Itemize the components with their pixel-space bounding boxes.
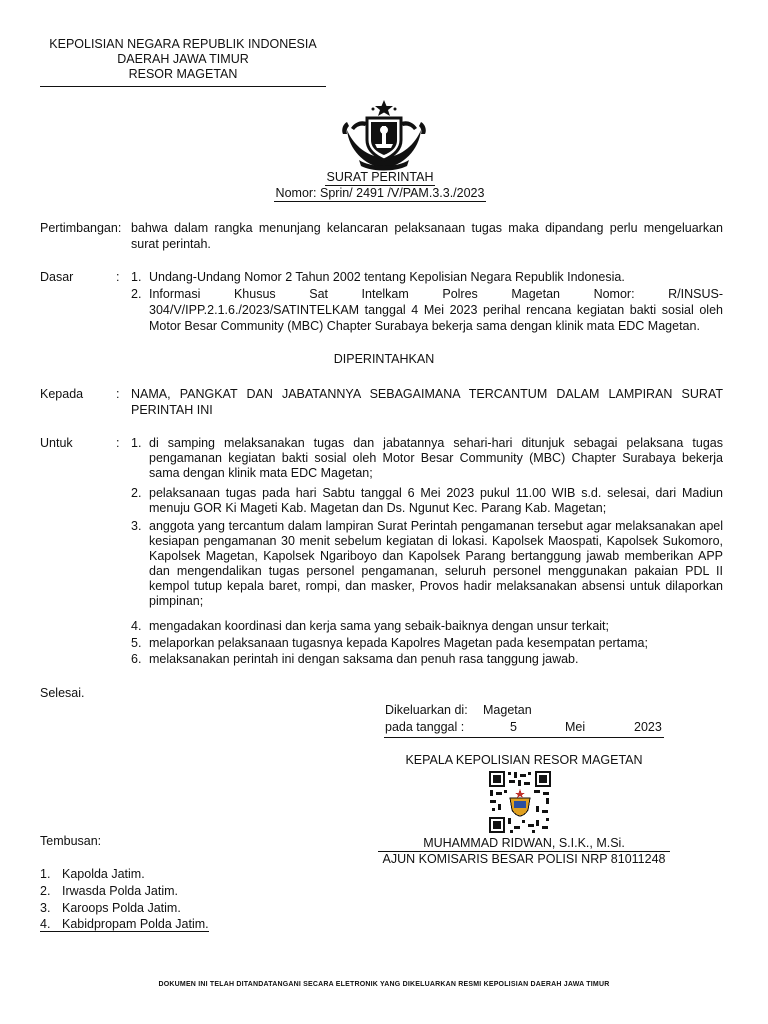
kepada-line-1: NAMA, PANGKAT DAN JABATANNYA SEBAGAIMANA TERCANTUM DALAM LAMPIRAN SURAT — [131, 387, 723, 401]
untuk-item-1-num: 1. — [131, 436, 142, 450]
issued-date-label: pada tanggal : — [385, 720, 465, 734]
dasar-item-2-line-1: Informasi Khusus Sat Intelkam Polres Magetan Nomor: R/INSUS- — [149, 287, 723, 301]
tembusan-item-4-text: Kabidpropam Polda Jatim. — [62, 917, 209, 931]
electronic-signature-footer: DOKUMEN INI TELAH DITANDATANGANI SECARA ELETRONIK YANG DIKELUARKAN RESMI KEPOLISIAN DAERAH JAWA TIMUR — [158, 981, 610, 988]
tembusan-label: Tembusan: — [40, 834, 102, 848]
tembusan-item-2 — [40, 883, 240, 900]
tembusan-item-4 — [40, 916, 240, 933]
untuk-item-5 — [131, 636, 723, 651]
issued-year: 2023 — [634, 720, 662, 734]
signatory-rank: AJUN KOMISARIS BESAR POLISI NRP 81011248 — [382, 852, 666, 866]
tembusan-item-4-num: 4. — [40, 917, 51, 931]
untuk-item-2-num: 2. — [131, 486, 142, 500]
signatory-name: MUHAMMAD RIDWAN, S.I.K., M.Si. — [423, 836, 625, 850]
issued-divider — [384, 737, 664, 738]
issued-month: Mei — [565, 720, 586, 734]
untuk-label: Untuk — [40, 436, 73, 450]
tembusan-item-3 — [40, 900, 240, 917]
signatory-office: KEPALA KEPOLISIAN RESOR MAGETAN — [405, 753, 643, 767]
kepada-label: Kepada — [40, 387, 84, 401]
pertimbangan-text-line-2: surat perintah. — [131, 237, 211, 251]
untuk-item-5-num: 5. — [131, 636, 142, 650]
tembusan-item-1-text: Kapolda Jatim. — [62, 867, 145, 881]
police-emblem-icon — [337, 100, 431, 172]
untuk-item-6-text: melaksanakan perintah ini dengan saksama dan penuh rasa tanggung jawab. — [149, 652, 579, 666]
document-number: Nomor: Sprin/ 2491 /V/PAM.3.3./2023 — [275, 186, 485, 200]
tembusan-item-2-text: Irwasda Polda Jatim. — [62, 884, 179, 898]
diperintahkan-heading: DIPERINTAHKAN — [333, 352, 435, 366]
untuk-colon: : — [116, 436, 120, 450]
document-title: SURAT PERINTAH — [326, 170, 434, 184]
tembusan-item-2-num: 2. — [40, 884, 51, 898]
tembusan-item-1-num: 1. — [40, 867, 51, 881]
selesai-text: Selesai. — [40, 686, 85, 700]
pertimbangan-label: Pertimbangan: — [40, 221, 122, 235]
untuk-item-3-text: anggota yang tercantum dalam lampiran Surat Perintah pengamanan tersebut agar melaksanakan apel kesiapan pengamanan 30 menit sebelum kegiatan di lokasi. Kapolsek Maospati, Kapolsek Sukomoro, Kapolsek Magetan, Kapolsek Ngariboyo dan Kapolsek Parang bertanggung jawab memberikan APP dan mengendalikan tugas personel pengamanan, seluruh personel menggunakan pakaian PDL II kempol tutup kepala baret, rompi, dan masker, Provos hadir melaksanakan absensi untuk dilaporkan pimpinan; — [149, 519, 723, 608]
dasar-item-1-num: 1. — [131, 270, 142, 284]
issued-at-value: Magetan — [483, 703, 532, 717]
letterhead-line-1: KEPOLISIAN NEGARA REPUBLIK INDONESIA — [49, 37, 317, 51]
untuk-item-5-text: melaporkan pelaksanaan tugasnya kepada Kapolres Magetan pada kesempatan pertama; — [149, 636, 648, 650]
untuk-item-6 — [131, 652, 723, 667]
untuk-item-3 — [131, 519, 723, 609]
letterhead — [40, 37, 326, 82]
qr-code-icon — [488, 770, 552, 834]
issued-at-label: Dikeluarkan di: — [385, 703, 468, 717]
tembusan-item-3-num: 3. — [40, 901, 51, 915]
untuk-item-1-text: di samping melaksanakan tugas dan jabatannya sehari-hari ditunjuk sebagai pelaksana tugas pengamanan kegiatan bakti sosial oleh Motor Besar Community (MBC) Chapter Surabaya bekerja sama dengan klinik mata EDC Magetan; — [149, 436, 723, 480]
tembusan-item-1 — [40, 866, 240, 883]
dasar-item-2-line-2: 304/V/IPP.2.1.6./2023/SATINTELKAM tanggal 4 Mei 2023 perihal rencana kegiatan bakti sosial oleh — [149, 303, 723, 317]
untuk-item-2-text: pelaksanaan tugas pada hari Sabtu tanggal 6 Mei 2023 pukul 11.00 WIB s.d. selesai, dari Madiun menuju GOR Ki Mageti Kab. Magetan dan Ds. Ngunut Kec. Parang Kab. Magetan; — [149, 486, 723, 515]
issued-day: 5 — [510, 720, 517, 734]
pertimbangan-text-line-1: bahwa dalam rangka menunjang kelancaran pelaksanaan tugas maka dipandang perlu mengeluarkan — [131, 221, 723, 235]
untuk-item-4-text: mengadakan koordinasi dan kerja sama yang sebaik-baiknya dengan unsur terkait; — [149, 619, 610, 633]
dasar-colon: : — [116, 270, 120, 284]
untuk-item-4 — [131, 619, 723, 634]
untuk-item-6-num: 6. — [131, 652, 142, 666]
dasar-item-1-text: Undang-Undang Nomor 2 Tahun 2002 tentang Kepolisian Negara Republik Indonesia. — [149, 270, 625, 284]
document-title-block — [230, 170, 530, 202]
untuk-item-1 — [131, 436, 723, 481]
letterhead-divider — [40, 86, 326, 87]
untuk-item-4-num: 4. — [131, 619, 142, 633]
letterhead-line-2: DAERAH JAWA TIMUR — [117, 52, 249, 66]
letterhead-line-3: RESOR MAGETAN — [128, 67, 238, 81]
dasar-item-2-num: 2. — [131, 287, 142, 301]
kepada-colon: : — [116, 387, 120, 401]
dasar-label: Dasar — [40, 270, 74, 284]
dasar-item-2-line-3: Motor Besar Community (MBC) Chapter Surabaya bekerja sama dengan klinik mata EDC Magetan. — [149, 319, 700, 333]
untuk-item-2 — [131, 486, 723, 516]
tembusan-item-3-text: Karoops Polda Jatim. — [62, 901, 181, 915]
kepada-line-2: PERINTAH INI — [131, 403, 213, 417]
untuk-item-3-num: 3. — [131, 519, 142, 533]
